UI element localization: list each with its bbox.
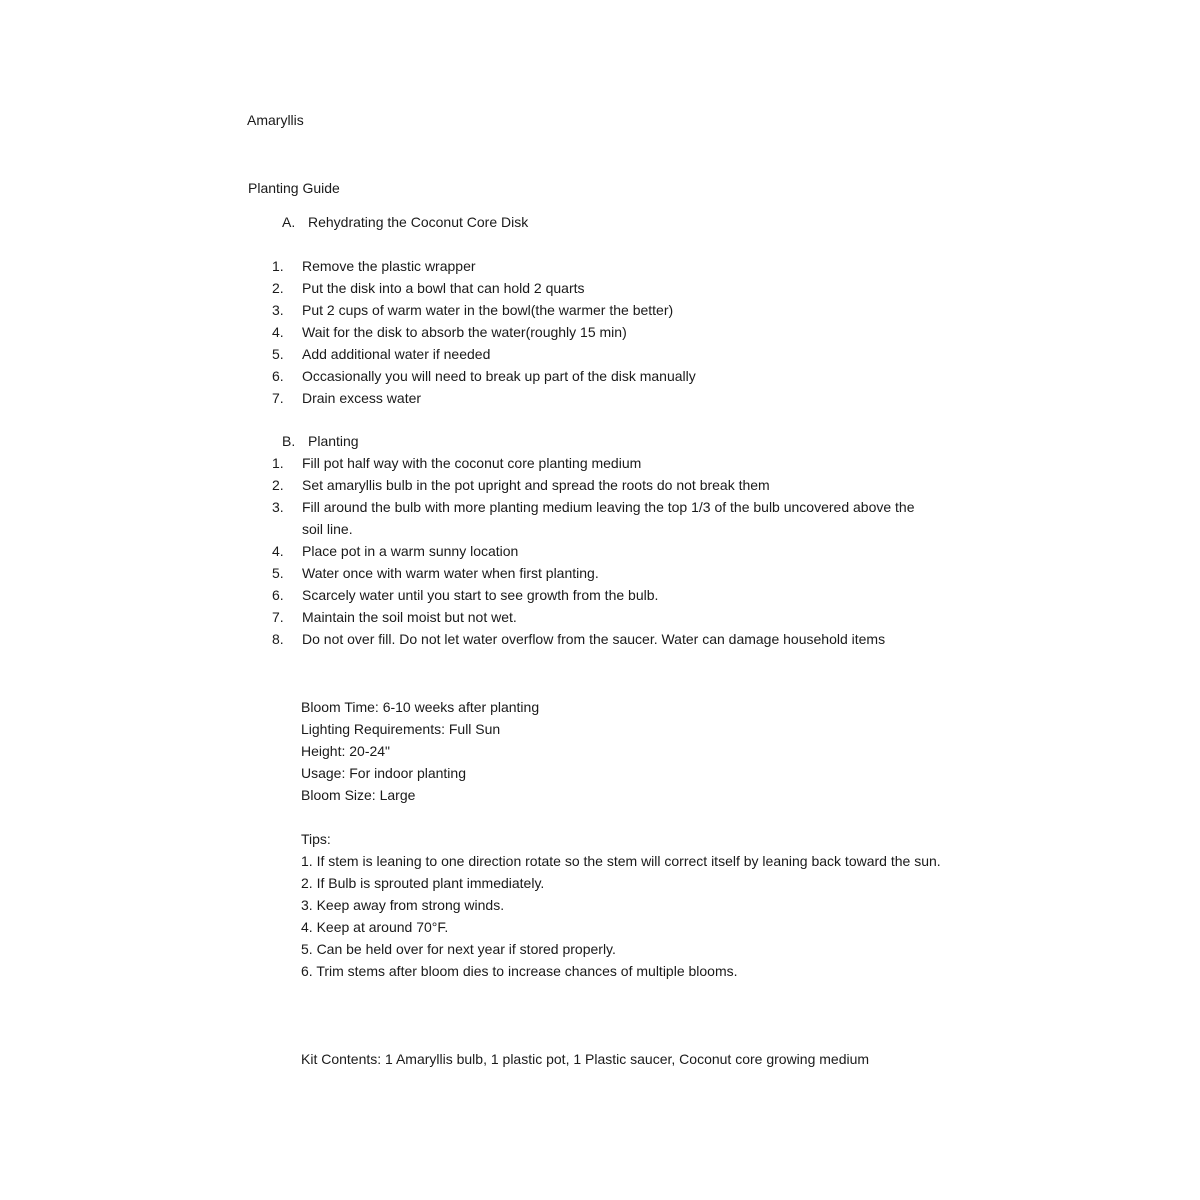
list-item <box>272 387 972 409</box>
subsection-marker: A. <box>282 214 296 230</box>
step-text: Occasionally you will need to break up part of the disk manually <box>302 368 696 384</box>
planting-steps-list <box>272 452 972 650</box>
step-number: 2. <box>272 477 284 493</box>
tip-item: 2. If Bulb is sprouted plant immediately. <box>301 875 545 891</box>
list-item <box>272 321 972 343</box>
usage: Usage: For indoor planting <box>301 765 466 781</box>
list-item <box>272 540 972 562</box>
list-item <box>272 606 972 628</box>
section-heading: Planting Guide <box>248 180 340 196</box>
step-text: Place pot in a warm sunny location <box>302 543 519 559</box>
step-number: 6. <box>272 587 284 603</box>
step-text: Put the disk into a bowl that can hold 2 quarts <box>302 280 585 296</box>
step-text: Fill around the bulb with more planting medium leaving the top 1/3 of the bulb uncovered above the soil line. <box>302 499 915 537</box>
plant-info-block <box>301 696 539 806</box>
tips-block <box>301 828 961 982</box>
step-number: 1. <box>272 258 284 274</box>
step-text: Scarcely water until you start to see growth from the bulb. <box>302 587 659 603</box>
step-text: Add additional water if needed <box>302 346 491 362</box>
tip-item: 1. If stem is leaning to one direction rotate so the stem will correct itself by leaning back toward the sun. <box>301 853 941 869</box>
step-text: Wait for the disk to absorb the water(roughly 15 min) <box>302 324 627 340</box>
kit-contents: Kit Contents: 1 Amaryllis bulb, 1 plastic pot, 1 Plastic saucer, Coconut core growing medium <box>301 1051 870 1067</box>
step-number: 8. <box>272 631 284 647</box>
subsection-marker: B. <box>282 433 296 449</box>
height: Height: 20-24" <box>301 743 391 759</box>
subsection-label: Planting <box>308 433 359 449</box>
list-item <box>272 628 972 650</box>
document-title: Amaryllis <box>247 112 304 128</box>
subsection-label: Rehydrating the Coconut Core Disk <box>308 214 529 230</box>
bloom-size: Bloom Size: Large <box>301 787 416 803</box>
step-text: Maintain the soil moist but not wet. <box>302 609 517 625</box>
list-item <box>272 562 972 584</box>
list-item <box>272 365 972 387</box>
step-text: Fill pot half way with the coconut core planting medium <box>302 455 642 471</box>
step-number: 6. <box>272 368 284 384</box>
step-number: 7. <box>272 609 284 625</box>
step-text: Put 2 cups of warm water in the bowl(the warmer the better) <box>302 302 674 318</box>
bloom-time: Bloom Time: 6-10 weeks after planting <box>301 699 540 715</box>
tip-item: 6. Trim stems after bloom dies to increase chances of multiple blooms. <box>301 963 738 979</box>
list-item <box>272 255 972 277</box>
lighting-requirements: Lighting Requirements: Full Sun <box>301 721 501 737</box>
step-number: 4. <box>272 324 284 340</box>
step-number: 2. <box>272 280 284 296</box>
step-number: 1. <box>272 455 284 471</box>
step-text: Do not over fill. Do not let water overflow from the saucer. Water can damage household items <box>302 631 886 647</box>
step-number: 3. <box>272 499 284 515</box>
step-text: Set amaryllis bulb in the pot upright and spread the roots do not break them <box>302 477 770 493</box>
list-item <box>272 584 972 606</box>
list-item <box>272 299 972 321</box>
list-item <box>272 277 972 299</box>
step-number: 7. <box>272 390 284 406</box>
list-item <box>272 343 972 365</box>
tip-item: 3. Keep away from strong winds. <box>301 897 505 913</box>
step-text: Water once with warm water when first planting. <box>302 565 599 581</box>
list-item <box>272 452 972 474</box>
step-number: 4. <box>272 543 284 559</box>
step-number: 5. <box>272 565 284 581</box>
list-item <box>272 474 972 496</box>
list-item <box>272 496 972 540</box>
step-number: 3. <box>272 302 284 318</box>
tips-heading: Tips: <box>301 831 331 847</box>
tip-item: 4. Keep at around 70°F. <box>301 919 449 935</box>
step-number: 5. <box>272 346 284 362</box>
tip-item: 5. Can be held over for next year if stored properly. <box>301 941 616 957</box>
step-text: Drain excess water <box>302 390 422 406</box>
rehydrating-steps-list <box>272 255 972 409</box>
step-text: Remove the plastic wrapper <box>302 258 476 274</box>
